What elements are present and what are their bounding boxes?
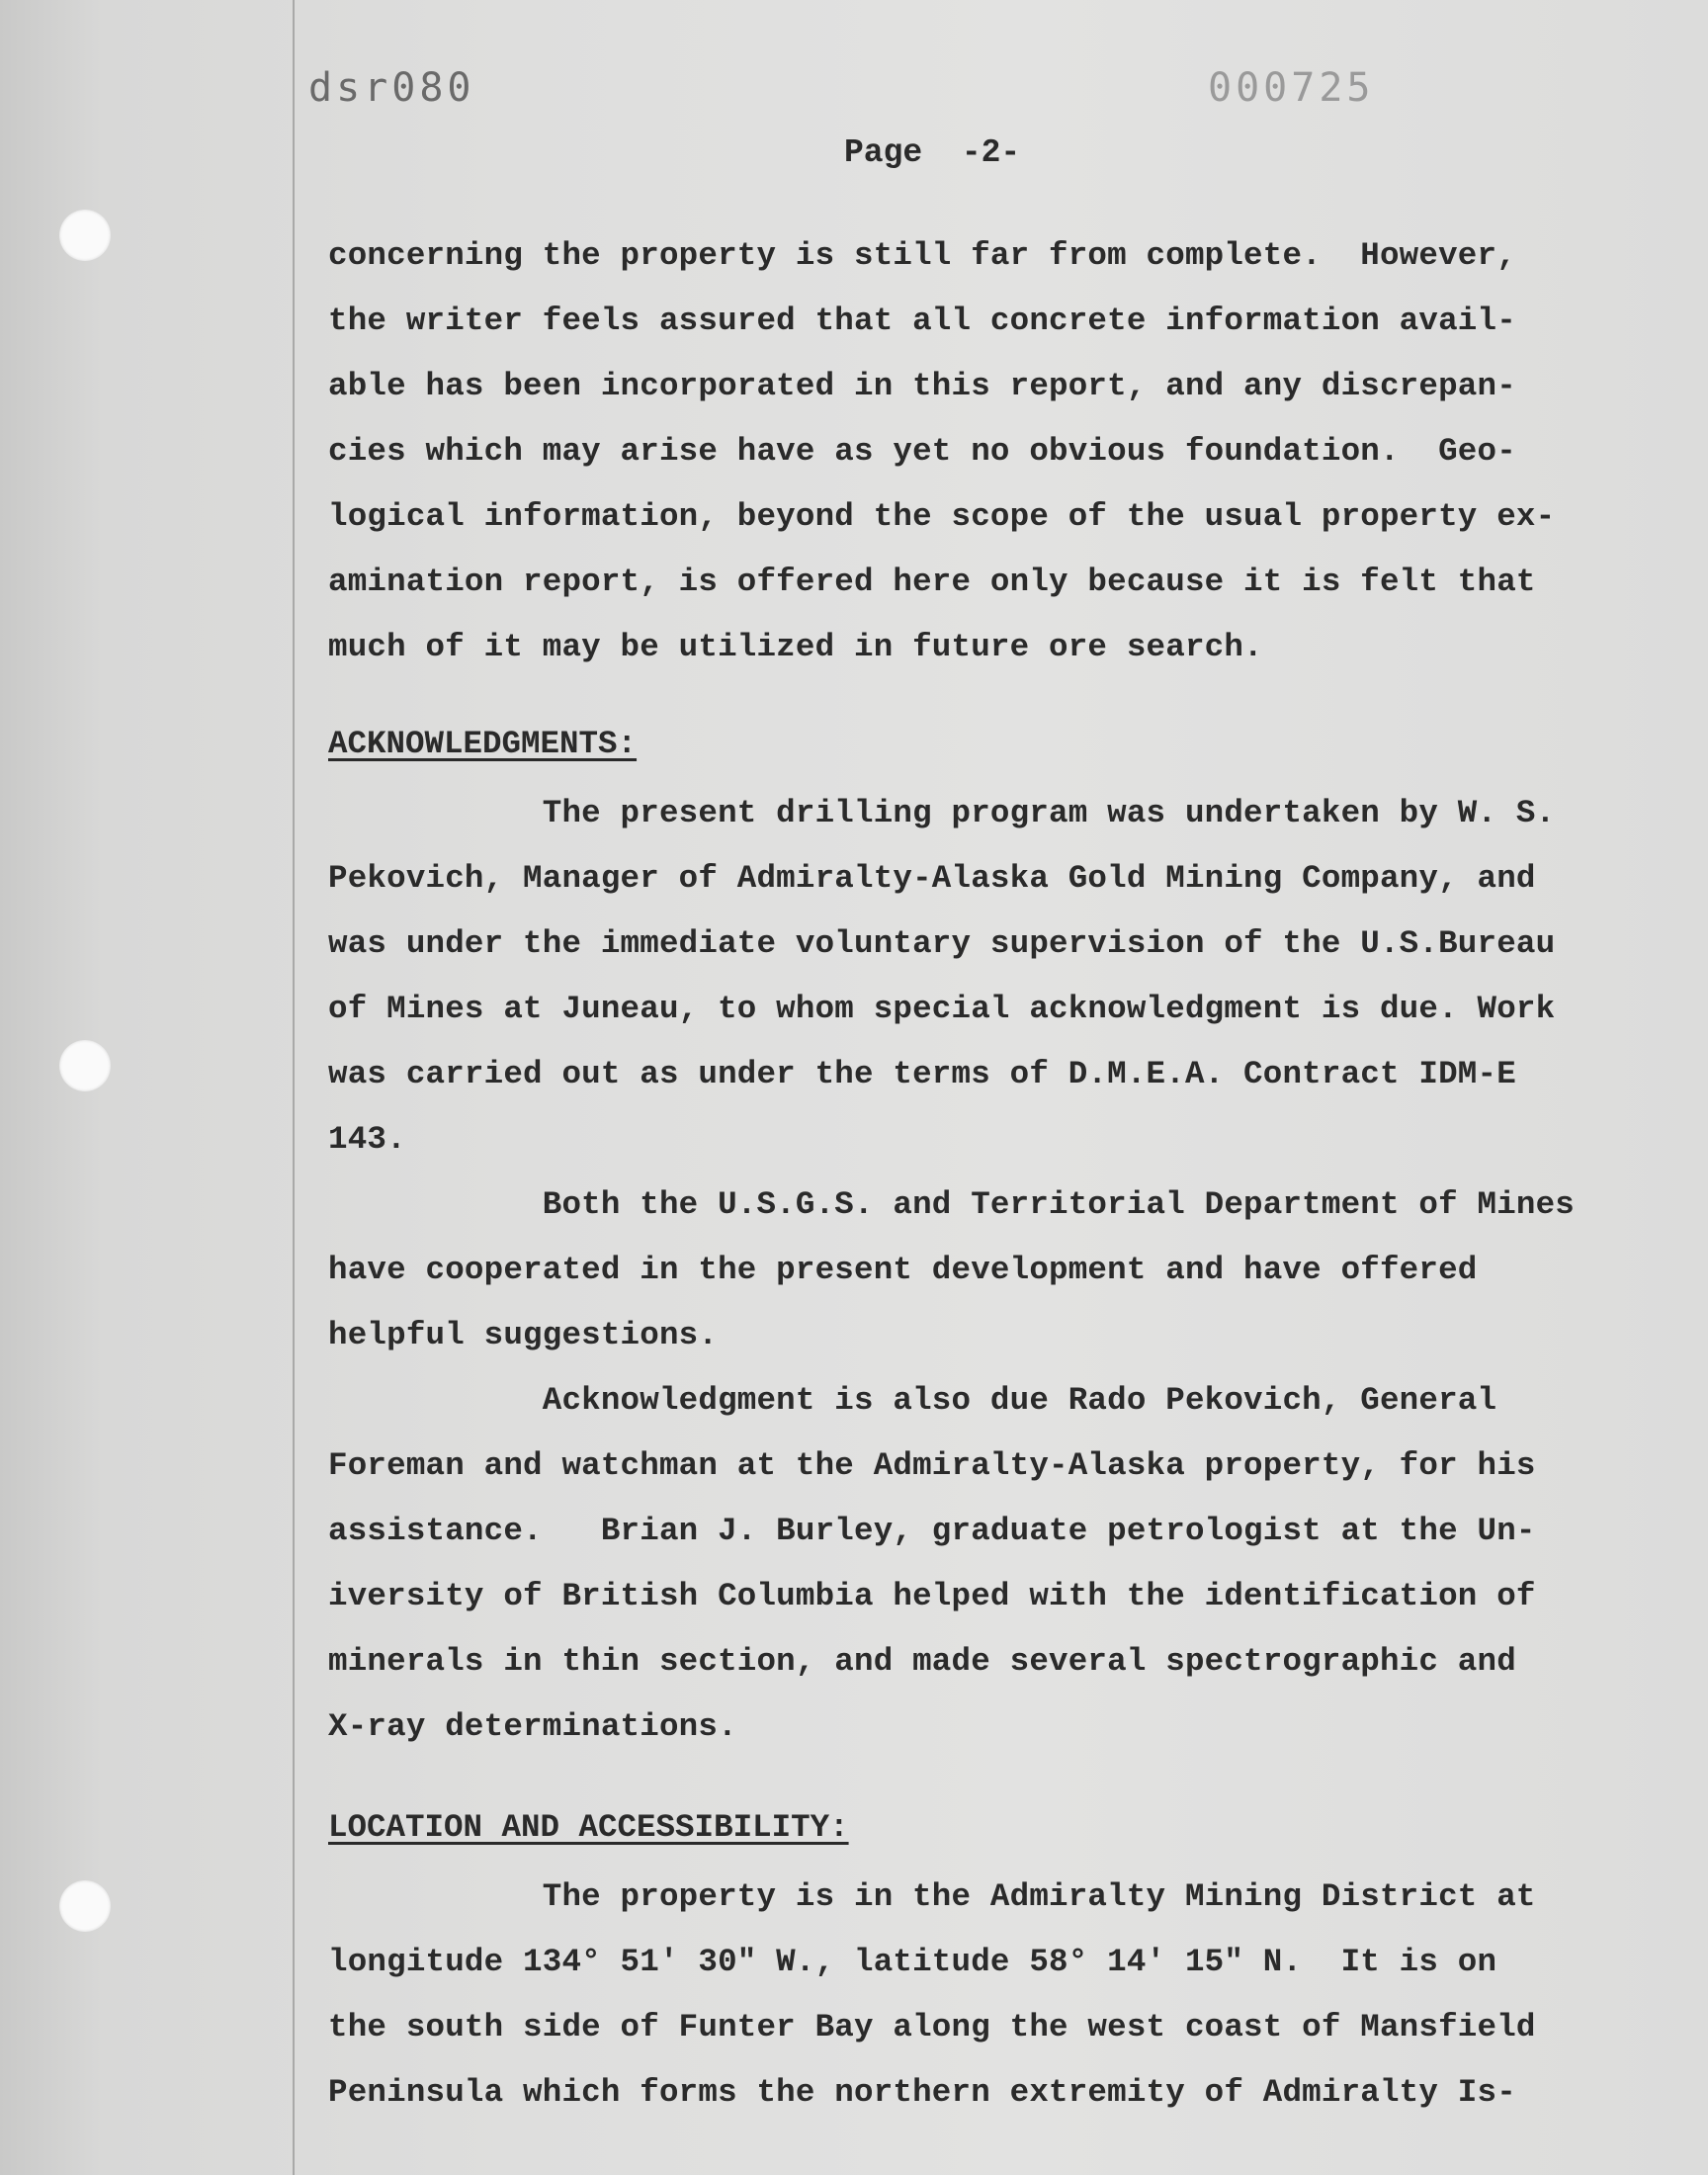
paragraph-line: was under the immediate voluntary supervision of the U.S.Bureau: [328, 925, 1556, 962]
paragraph-line: amination report, is offered here only because it is felt that: [328, 564, 1536, 600]
punch-hole-top: [59, 210, 111, 261]
section-heading-acknowledgments: ACKNOWLEDGMENTS:: [328, 726, 638, 762]
paragraph-line: helpful suggestions.: [328, 1317, 719, 1353]
paragraph-line: iversity of British Columbia helped with the identification of: [328, 1578, 1536, 1614]
paragraph-line: of Mines at Juneau, to whom special acknowledgment is due. Work: [328, 991, 1556, 1027]
paragraph-line: Pekovich, Manager of Admiralty-Alaska Gold Mining Company, and: [328, 860, 1536, 897]
paragraph-line: Foreman and watchman at the Admiralty-Alaska property, for his: [328, 1447, 1536, 1484]
paragraph-line: the writer feels assured that all concrete information avail-: [328, 303, 1516, 339]
paragraph-line: The property is in the Admiralty Mining District at: [328, 1878, 1536, 1915]
paragraph-line: able has been incorporated in this report, and any discrepan-: [328, 368, 1516, 404]
page-number-header: Page -2-: [844, 134, 1021, 171]
section-heading-location: LOCATION AND ACCESSIBILITY:: [328, 1809, 849, 1846]
punch-hole-bottom: [59, 1880, 111, 1932]
paragraph-line: the south side of Funter Bay along the west coast of Mansfield: [328, 2009, 1536, 2045]
paragraph-line: have cooperated in the present development and have offered: [328, 1252, 1478, 1288]
paragraph-line: logical information, beyond the scope of the usual property ex-: [328, 498, 1556, 535]
paragraph-line: was carried out as under the terms of D.M.E.A. Contract IDM-E: [328, 1056, 1516, 1092]
paragraph-line: The present drilling program was undertaken by W. S.: [328, 795, 1556, 831]
paragraph-line: assistance. Brian J. Burley, graduate petrologist at the Un-: [328, 1513, 1536, 1549]
paragraph-line: Both the U.S.G.S. and Territorial Department of Mines: [328, 1186, 1576, 1223]
margin-rule: [293, 0, 295, 2175]
paragraph-line: concerning the property is still far from complete. However,: [328, 237, 1516, 274]
paragraph-line: much of it may be utilized in future ore search.: [328, 629, 1263, 665]
paragraph-line: Acknowledgment is also due Rado Pekovich, General: [328, 1382, 1497, 1419]
punch-hole-middle: [59, 1040, 111, 1091]
paragraph-line: minerals in thin section, and made several spectrographic and: [328, 1643, 1516, 1680]
paragraph-line: Peninsula which forms the northern extremity of Admiralty Is-: [328, 2074, 1516, 2111]
paragraph-line: 143.: [328, 1121, 406, 1158]
paragraph-line: longitude 134° 51' 30" W., latitude 58° 14' 15" N. It is on: [328, 1944, 1497, 1980]
stamp-number-left: dsr080: [308, 65, 475, 111]
paragraph-line: X-ray determinations.: [328, 1708, 737, 1745]
paragraph-line: cies which may arise have as yet no obvious foundation. Geo-: [328, 433, 1516, 470]
stamp-number-right: 000725: [1208, 65, 1375, 111]
